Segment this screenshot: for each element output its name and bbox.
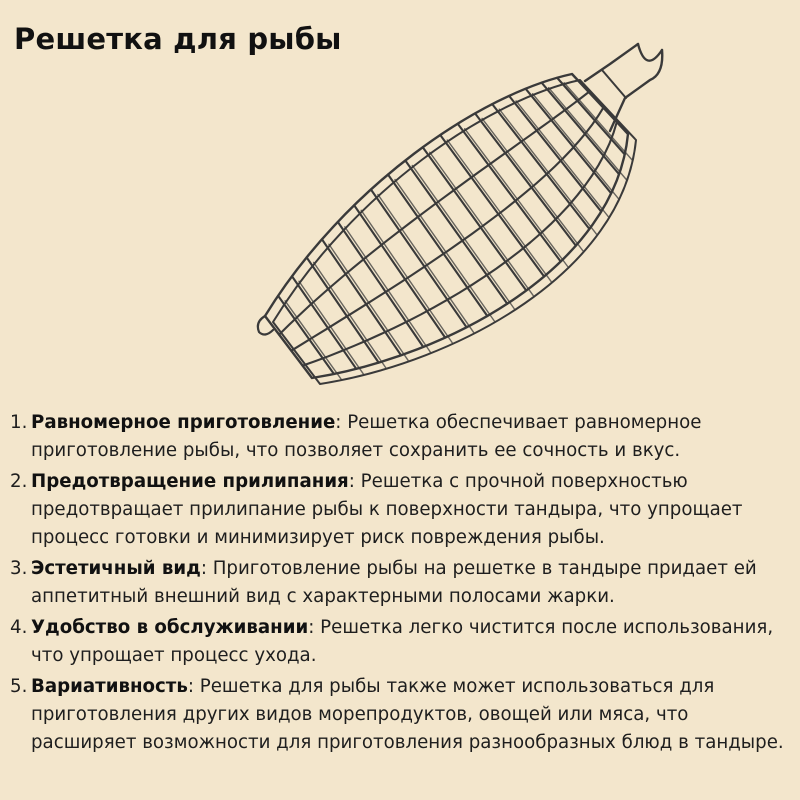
feature-description: : Решетка обеспечивает равномерное приготовление рыбы, что позволяет сохранить ее сочность и вкус.	[31, 412, 702, 461]
feature-list	[10, 409, 790, 760]
feature-description: : Решетка легко чистится после использования, что упрощает процесс ухода.	[31, 617, 774, 666]
feature-description: : Решетка с прочной поверхностью предотвращает прилипание рыбы к поверхности тандыра, что упрощает процесс готовки и минимизирует риск повреждения рыбы.	[31, 471, 743, 548]
feature-term: Вариативность	[31, 676, 188, 697]
feature-description: : Решетка для рыбы также может использоваться для приготовления других видов морепродуктов, овощей или мяса, что расширяет возможности для приготовления разнообразных блюд в тандыре.	[31, 676, 784, 753]
list-item-number: 3.	[10, 558, 28, 579]
feature-term: Равномерное приготовление	[31, 412, 336, 433]
fish-grill-basket-icon	[250, 36, 670, 386]
list-item	[10, 409, 790, 465]
list-item-number: 4.	[10, 617, 28, 638]
feature-term: Предотвращение прилипания	[31, 471, 349, 492]
list-item	[10, 468, 790, 552]
list-item-number: 5.	[10, 676, 28, 697]
list-item	[10, 673, 790, 757]
feature-term: Эстетичный вид	[31, 558, 201, 579]
feature-term: Удобство в обслуживании	[31, 617, 309, 638]
page-title: Решетка для рыбы	[14, 22, 342, 56]
list-item	[10, 555, 790, 611]
list-item	[10, 614, 790, 670]
feature-description: : Приготовление рыбы на решетке в тандыре придает ей аппетитный внешний вид с характерными полосами жарки.	[31, 558, 757, 607]
list-item-number: 2.	[10, 471, 28, 492]
list-item-number: 1.	[10, 412, 28, 433]
